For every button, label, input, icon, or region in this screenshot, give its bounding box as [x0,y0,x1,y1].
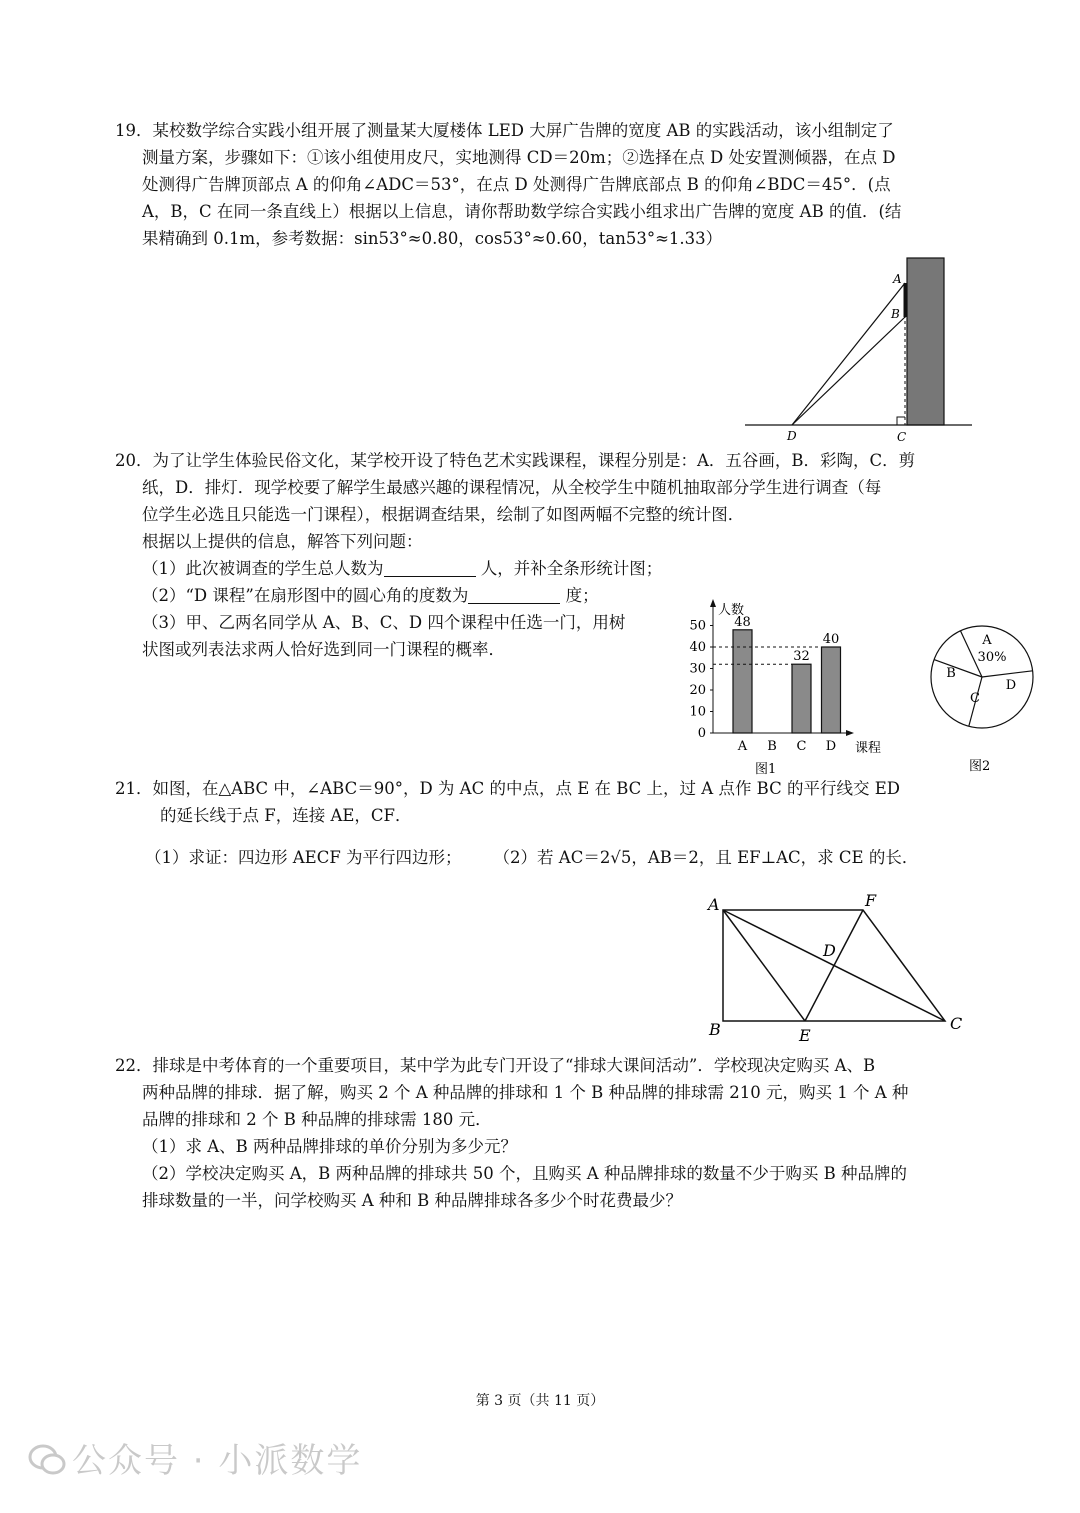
chart-caption: 图1 [755,762,777,777]
pie-chart [925,620,1045,780]
watermark-text: 公众号 · 小派数学 [72,1441,363,1481]
x-tick-label: D [825,739,837,754]
x-axis-arrow [846,730,854,736]
segment-ae [723,910,805,1021]
line-da [792,283,905,425]
bar-value-label: 40 [822,632,840,647]
label-b: B [891,307,900,321]
bar [792,664,811,733]
label-e: E [799,1026,811,1043]
bar [733,630,752,733]
label-c: C [897,430,907,444]
label-d: D [787,429,797,443]
pie-slice-label: A [982,633,992,648]
question-20-line: 20．为了让学生体验民俗文化，某学校开设了特色艺术实践课程，课程分别是：A．五谷画，B．彩陶，C．剪 [115,451,916,470]
question-19-line: A，B，C 在同一条直线上）根据以上信息，请你帮助数学综合实践小组求出广告牌的宽度 AB 的值．(结 [142,202,902,221]
question-20-line: 位学生必选且只能选一门课程），根据调查结果，绘制了如图两幅不完整的统计图． [142,505,745,524]
question-21-line: 的延长线于点 F，连接 AE，CF． [160,806,412,825]
question-19-line: 测量方案，步骤如下：①该小组使用皮尺，实地测得 CD＝20m；②选择在点 D 处安置测倾器，在点 D [142,148,896,167]
question-22-part2: （2）学校决定购买 A，B 两种品牌的排球共 50 个，且购买 A 种品牌排球的数量不少于购买 B 种品牌的 [142,1164,908,1183]
bar-value-label: 32 [793,649,810,665]
line-db [792,317,905,425]
question-21-parts: （1）求证：四边形 AECF 为平行四边形； （2）若 AC＝2√5，AB＝2，且 EF⊥AC，求 CE 的长． [145,848,919,867]
answer-blank [384,558,476,577]
building-billboard [907,258,944,425]
x-tick-label: B [767,739,777,754]
pie-slice-label: B [946,666,956,681]
pie-slice-label: C [970,691,980,706]
y-axis-label: 人数 [718,603,745,618]
question-20-part1: （1）此次被调查的学生总人数为 人，并补全条形统计图； [142,559,663,578]
y-tick-label: 30 [689,661,706,677]
question-20-part2: （2）“D 课程”在扇形图中的圆心角的度数为 度； [142,586,599,605]
question-21-line: 21．如图，在△ABC 中，∠ABC＝90°，D 为 AC 的中点，点 E 在 BC 上，过 A 点作 BC 的平行线交 ED [115,779,901,798]
question-22-part2-cont: 排球数量的一半，问学校购买 A 种和 B 种品牌排球各多少个时花费最少？ [142,1191,683,1210]
wechat-icon [28,1444,66,1476]
y-tick-label: 50 [689,618,706,634]
right-angle-mark [897,417,905,425]
question-21 [115,775,975,871]
question-19-line: 19．某校数学综合实践小组开展了测量某大厦楼体 LED 大屏广告牌的宽度 AB 的实践活动，该小组制定了 [115,121,894,140]
question-22-part1: （1）求 A、B 两种品牌排球的单价分别为多少元？ [142,1137,518,1156]
label-d: D [823,941,836,960]
answer-blank [468,585,560,604]
page-footer: 第 3 页（共 11 页） [475,1393,605,1409]
question-22-line: 品牌的排球和 2 个 B 种品牌的排球需 180 元． [142,1110,492,1129]
question-22 [115,1052,975,1214]
label-a: A [708,895,720,914]
label-f: F [865,891,877,910]
question-20-part3: （3）甲、乙两名同学从 A、B、C、D 四个课程中任选一门，用树 [142,613,626,632]
label-b: B [709,1020,721,1039]
segment-ef [805,910,863,1021]
question-19-line: 处测得广告牌顶部点 A 的仰角∠ADC＝53°，在点 D 处测得广告牌底部点 B 的仰角∠BDC＝45°．(点 [142,175,891,194]
y-tick-label: 0 [697,726,706,741]
bar [822,647,841,733]
label-c: C [950,1014,963,1033]
watermark [28,1433,362,1482]
x-tick-label: C [796,739,807,754]
pie-slice-label: D [1005,678,1017,693]
question-22-line: 两种品牌的排球．据了解，购买 2 个 A 种品牌的排球和 1 个 B 种品牌的排球需 210 元，购买 1 个 A 种 [142,1083,909,1102]
pie-percent-label: 30% [977,650,1007,665]
question-20-intro: 根据以上提供的信息，解答下列问题： [142,532,423,551]
x-tick-label: A [737,739,748,754]
q19-figure [740,255,980,445]
question-22-line: 22．排球是中考体育的一个重要项目，某中学为此专门开设了“排球大课间活动”．学校现决定购买 A、B [115,1056,876,1075]
label-a: A [893,272,902,286]
chart-caption: 图2 [969,759,991,774]
x-axis-label: 课程 [855,741,882,756]
bar-chart [680,597,900,777]
question-19 [115,117,975,252]
y-axis-arrow [710,599,716,607]
y-tick-label: 40 [689,640,706,655]
question-20-line: 纸，D．排灯．现学校要了解学生最感兴趣的课程情况，从全校学生中随机抽取部分学生进行调查（每 [142,478,882,497]
bar-value-label: 48 [734,614,751,630]
question-20-part3-cont: 状图或列表法求两人恰好选到同一门课程的概率． [142,640,505,659]
y-tick-label: 10 [689,704,706,720]
q21-figure [700,888,975,1043]
y-tick-label: 20 [689,683,706,698]
question-19-line: 果精确到 0.1m，参考数据：sin53°≈0.80，cos53°≈0.60，tan53°≈1.33） [142,229,723,248]
